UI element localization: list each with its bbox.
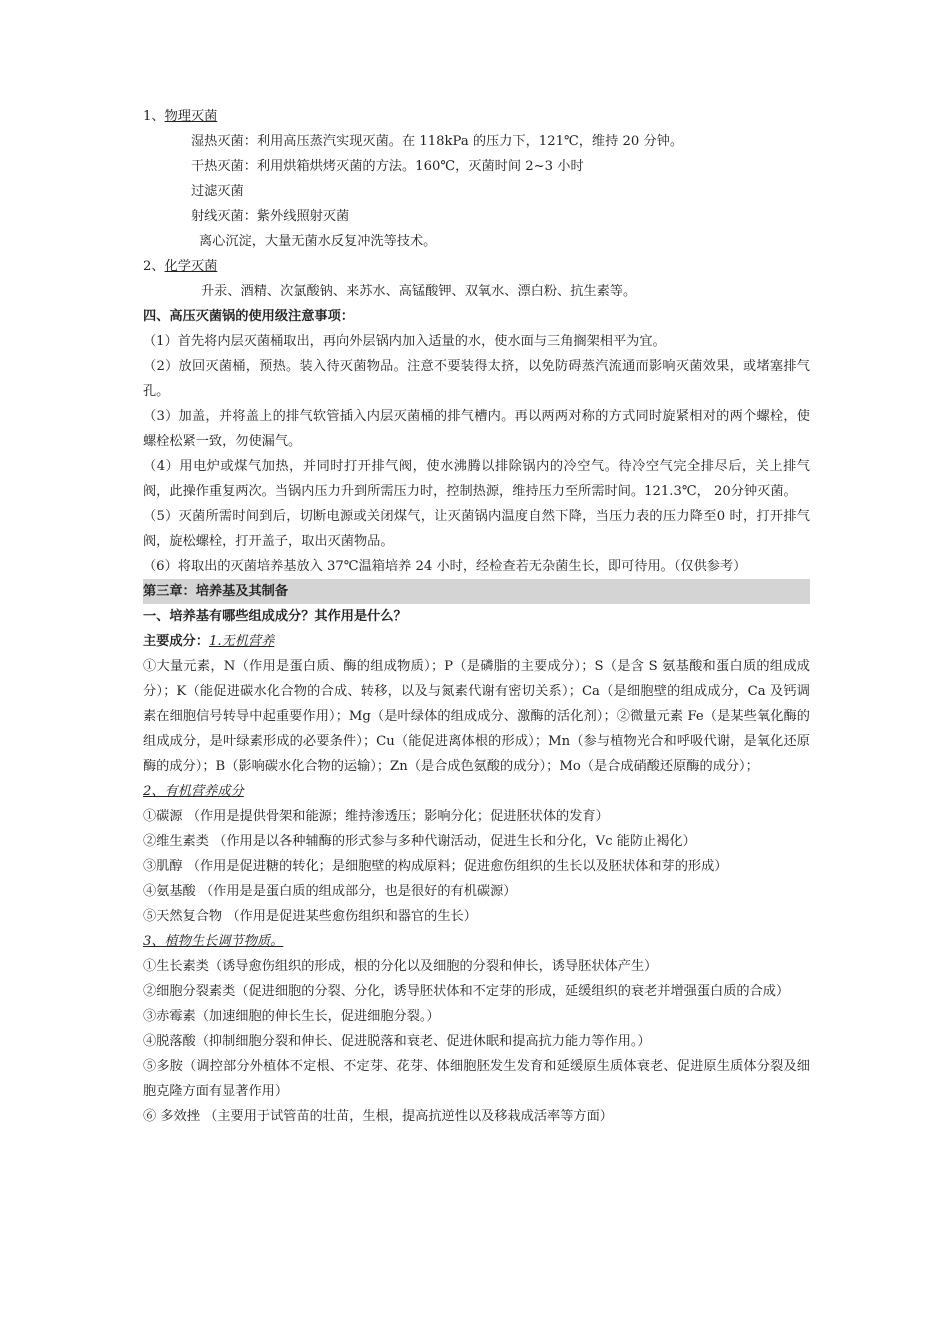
main-components-label: 主要成分： <box>143 634 209 649</box>
list-item: ④氨基酸 （作用是是蛋白质的组成部分，也是很好的有机碳源） <box>143 884 517 899</box>
section-heading-physical-sterilization <box>143 104 810 129</box>
list-item: 过滤灭菌 <box>191 184 244 199</box>
list-item: 射线灭菌：紫外线照射灭菌 <box>191 209 350 224</box>
list-item: ④脱落酸（抑制细胞分裂和伸长、促进脱落和衰老、促进休眠和提高抗力能力等作用。） <box>143 1034 651 1049</box>
section-number: 2、 <box>143 259 165 274</box>
section-heading-autoclave: 四、高压灭菌锅的使用级注意事项： <box>143 309 354 324</box>
list-item: ⑥ 多效挫 （主要用于试管苗的壮苗，生根，提高抗逆性以及移栽成活率等方面） <box>143 1109 613 1124</box>
subsection-title: 1.无机营养 <box>208 634 275 649</box>
list-item: 湿热灭菌：利用高压蒸汽实现灭菌。在 118kPa 的压力下，121℃，维持 20 分钟。 <box>191 134 684 149</box>
section-heading-chemical-sterilization <box>143 254 810 279</box>
step-paragraph: （2）放回灭菌桶，预热。装入待灭菌物品。注意不要装得太挤，以免防碍蒸汽流通而影响灭菌效果，或堵塞排气孔。 <box>143 359 810 399</box>
list-item: 离心沉淀，大量无菌水反复冲洗等技术。 <box>199 234 437 249</box>
section-title: 物理灭菌 <box>164 109 218 124</box>
subsection-title-organic: 2、有机营养成分 <box>143 784 244 799</box>
list-item: 干热灭菌：利用烘箱烘烤灭菌的方法。160℃，灭菌时间 2~3 小时 <box>191 159 584 174</box>
list-item: ①生长素类（诱导愈伤组织的形成，根的分化以及细胞的分裂和伸长，诱导胚状体产生） <box>143 959 658 974</box>
paragraph-inorganic-nutrients: ①大量元素，N（作用是蛋白质、酶的组成物质）；P（是磷脂的主要成分）；S（是含 S 氨基酸和蛋白质的组成成分）；K（能促进碳水化合物的合成、转移，以及与氮素代谢有密切关系）；Ca（是细胞壁的组成成分，Ca 及钙调素在细胞信号转导中起重要作用）；Mg（是叶绿体的组成成分、激酶的活化剂）；②微量元素 Fe（是某些氧化酶的组成成分，是叶绿素形成的必要条件）；Cu（能促进离体根的形成）；Mn（参与植物光合和呼吸代谢，是氧化还原酶的成分）；B（影响碳水化合物的运输）；Zn（是合成色氨酸的成分）；Mo（是合成硝酸还原酶的成分）； <box>143 659 810 774</box>
main-components-heading <box>143 629 810 654</box>
step-paragraph: （5）灭菌所需时间到后，切断电源或关闭煤气，让灭菌锅内温度自然下降，当压力表的压力降至0 时，打开排气阀，旋松螺栓，打开盖子，取出灭菌物品。 <box>143 509 810 549</box>
list-item: ①碳源 （作用是提供骨架和能源；维持渗透压；影响分化；促进胚状体的发育） <box>143 809 609 824</box>
list-item: ③肌醇 （作用是促进糖的转化；是细胞壁的构成原料；促进愈伤组织的生长以及胚状体和芽的形成） <box>143 859 728 874</box>
section-title: 化学灭菌 <box>164 259 218 274</box>
step-paragraph: （1）首先将内层灭菌桶取出，再向外层锅内加入适量的水，使水面与三角搁架相平为宜。 <box>143 334 666 349</box>
list-item: ②细胞分裂素类（促进细胞的分裂、分化，诱导胚状体和不定芽的形成，延缓组织的衰老并增强蛋白质的合成） <box>143 984 790 999</box>
chapter-title: 第三章：培养基及其制备 <box>143 579 810 604</box>
step-paragraph: （3）加盖，并将盖上的排气软管插入内层灭菌桶的排气槽内。再以两两对称的方式同时旋紧相对的两个螺栓，使螺栓松紧一致，勿使漏气。 <box>143 409 810 449</box>
document-page <box>143 104 810 1129</box>
section-number: 1、 <box>143 109 165 124</box>
subsection-title-growth-regulators: 3、植物生长调节物质。 <box>143 934 284 949</box>
list-item: ③赤霉素（加速细胞的伸长生长，促进细胞分裂。） <box>143 1009 440 1024</box>
list-item: ⑤多胺（调控部分外植体不定根、不定芽、花芽、体细胞胚发生发育和延缓原生质体衰老、促进原生质体分裂及细胞克隆方面有显著作用） <box>143 1059 810 1099</box>
step-paragraph: （4）用电炉或煤气加热，并同时打开排气阀，使水沸腾以排除锅内的冷空气。待冷空气完全排尽后，关上排气阀，此操作重复两次。当锅内压力升到所需压力时，控制热源，维持压力至所需时间。121.3℃， 20分钟灭菌。 <box>143 459 810 499</box>
paragraph: 升汞、酒精、次氯酸钠、来苏水、高锰酸钾、双氧水、漂白粉、抗生素等。 <box>201 284 637 299</box>
step-paragraph: （6）将取出的灭菌培养基放入 37℃温箱培养 24 小时，经检查若无杂菌生长，即可待用。（仅供参考） <box>143 559 747 574</box>
list-item: ⑤天然复合物 （作用是促进某些愈伤组织和器官的生长） <box>143 909 477 924</box>
list-item: ②维生素类 （作用是以各种辅酶的形式参与多种代谢活动，促进生长和分化，Vc 能防止褐化） <box>143 834 696 849</box>
question-heading: 一、培养基有哪些组成成分？其作用是什么？ <box>143 609 407 624</box>
